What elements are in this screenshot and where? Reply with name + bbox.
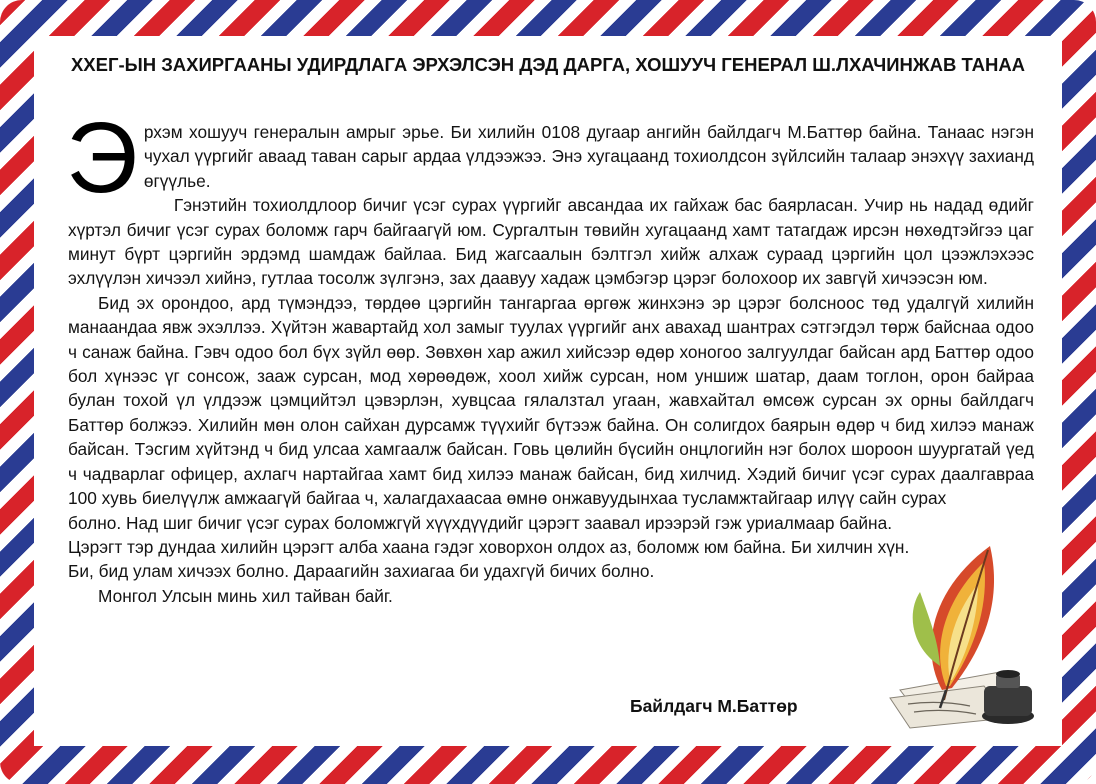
quill-feather-and-inkwell-icon xyxy=(880,540,1050,730)
paragraph-3-continued: болно. Над шиг бичиг үсэг сурах боломжгүй хүүхдүүдийг цэрэгт заавал ирээрэй гэж уриалмаар байна. Цэрэгт тэр дундаа хилийн цэрэгт алба хаана гэдэг ховорхон олдох аз, боломж юм байна. Би хилчин хүн. Би, бид улам хичээх болно. Дараагийн захиагаа би удахгүй бичих болно. xyxy=(68,512,910,582)
signature: Байлдагч М.Баттөр xyxy=(630,696,798,716)
paragraph-1 xyxy=(66,102,1034,214)
letter-title: ХХЕГ-ЫН ЗАХИРГААНЫ УДИРДЛАГА ЭРХЭЛСЭН ДЭД ДАРГА, ХОШУУЧ ГЕНЕРАЛ Ш.ЛХАЧИНЖАВ ТАНАА xyxy=(70,54,1026,75)
letter-body xyxy=(66,102,1034,608)
drop-cap: Э xyxy=(66,102,138,214)
paragraph-4: Монгол Улсын минь хил тайван байг. xyxy=(98,585,393,606)
paragraph-3: Бид эх орондоо, ард түмэндээ, төрдөө цэргийн тангаргаа өргөж жинхэнэ эр цэрэг болсноос төд удалгүй хилийн манаандаа явж эхэллээ. Хүйтэн жавартайд хол замыг туулах үүргийг анх авахад шантрах сэтгэгдэл төрж байснаа одоо ч санаж байна. Гэвч одоо бол бүх зүйл өөр. Зөвхөн хар ажил хийсээр өдөр хоногоо залгуулдаг байсан ард Баттөр одоо бол хүнээс үг сонсож, зааж сурсан, мод хөрөөдөж, хоол хийж сурсан, ном уншиж шатар, даам тоглон, орон байраа булан тохой үл үлдээж цэмцийтэл цэвэрлэн, хувцсаа гялалзтал угаан, жавхайтал өмсөж сурсан эх орны байлдагч Баттөр болжээ. Хилийн мөн олон сайхан дурсамж түүхийг бүтээж байна. Он солигдох баярын өдөр ч бид хилээ манаж байсан. Тэсгим хүйтэнд ч бид улсаа хамгаалж байсан. Говь цөлийн бүсийн онцлогийн нэг болох шороон шуургатай үед ч чадварлаг офицер, ахлагч нартайгаа хамт бид хилээ манаж байсан, бид хилчид. Хэдий бичиг үсэг сурах даалгавраа 100 хувь биелүүлж амжаагүй байгаа ч, халагдахаасаа өмнө онжавуудынхаа тусламжтайгаар илүү сайн сурах xyxy=(68,292,1034,509)
paragraph-1-text: рхэм хошууч генералын амрыг эрье. Би хилийн 0108 дугаар ангийн байлдагч М.Баттөр байна. Танаас нэгэн чухал үүргийг аваад таван сарыг ардаа үлдээжээ. Энэ хугацаанд тохиолдсон зүйлсийн талаар энэхүү захианд өгүүлье. xyxy=(143,122,1034,191)
paragraph-2: Гэнэтийн тохиолдлоор бичиг үсэг сурах үүргийг авсандаа их гайхаж бас баярласан. Учир нь надад өдийг хүртэл бичиг үсэг сурах боломж гарч байгаагүй юм. Сургалтын төвийн хугацаанд хамт татагдаж ирсэн нөхөдтэйгээ цаг минут бүрт цэргийн эрдэмд шамдаж байлаа. Бид жагсаалын бэлтгэл хийж алхаж сураад цэргийн цол цээжлэхээс эхлүүлэн хичээл хийнэ, гутлаа тосолж зүлгэнэ, зах даавуу хадаж цэмбэгэр цэрэг болохоор их завгүй хичээсэн юм. xyxy=(68,195,1034,289)
